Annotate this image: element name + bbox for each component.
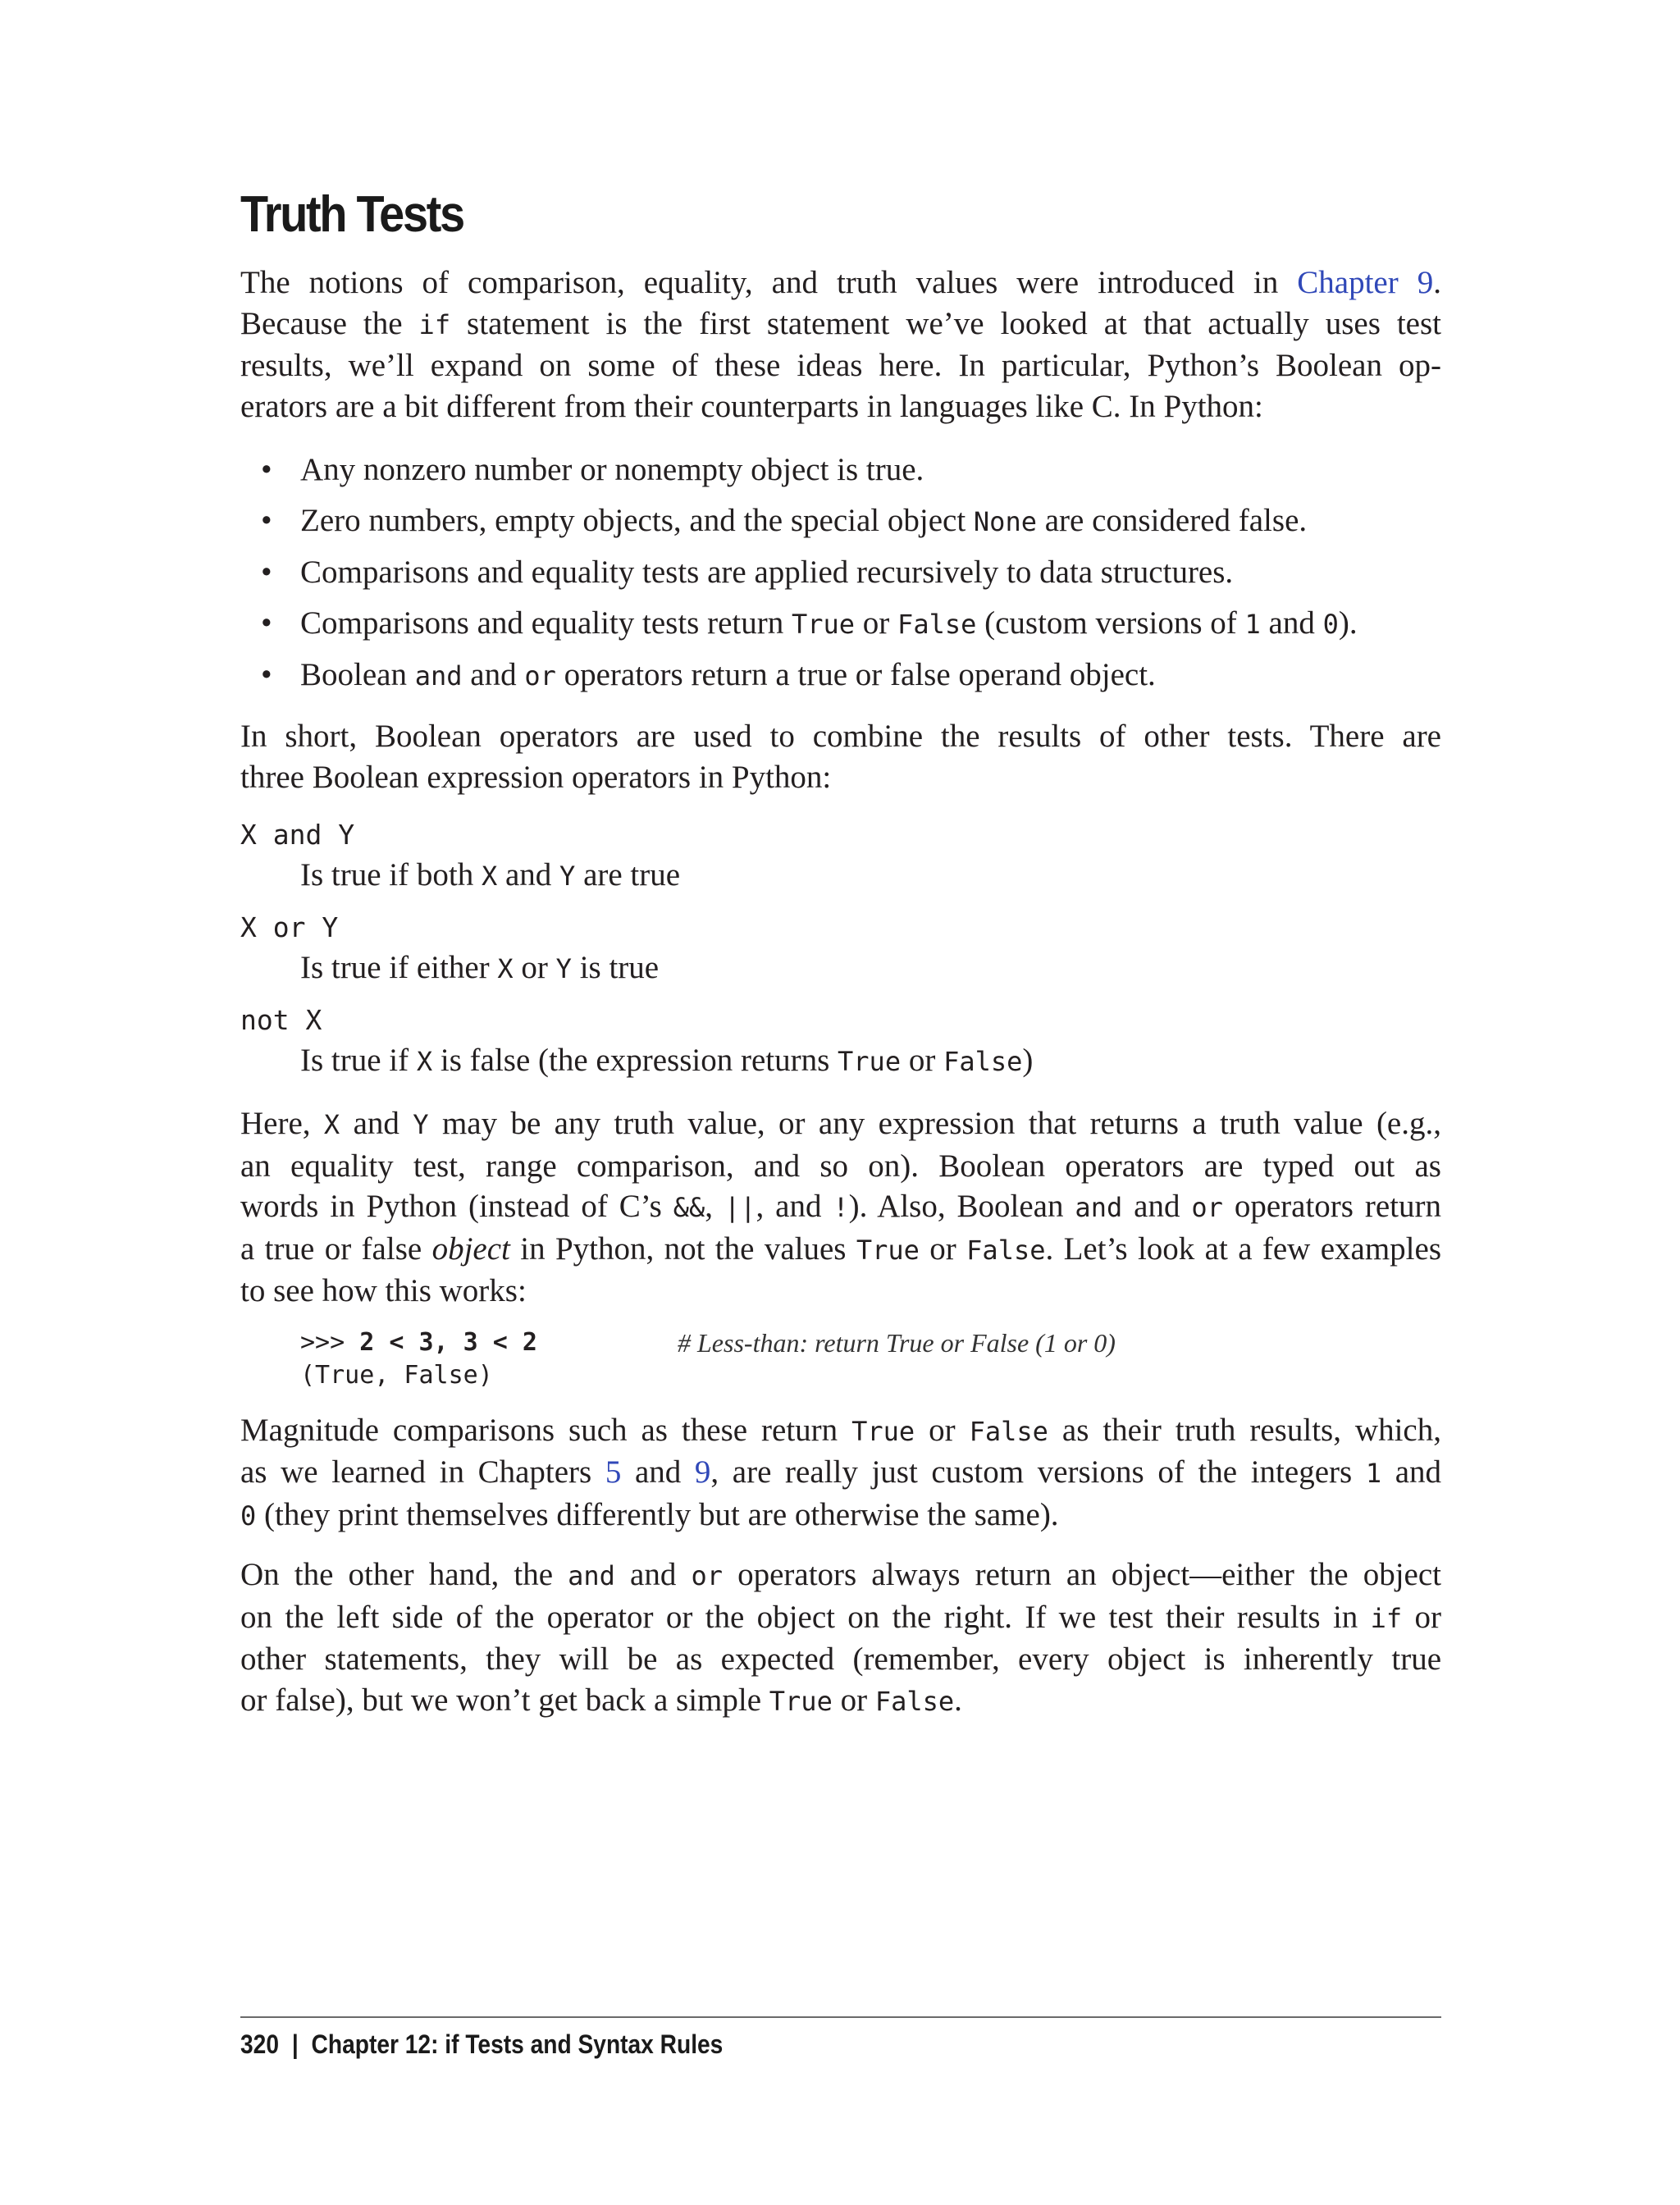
code: False [966, 1234, 1046, 1266]
bullet-icon: • [261, 657, 272, 692]
code: True [838, 1046, 902, 1077]
text: as we learned in Chapters [240, 1454, 605, 1490]
footer-divider [240, 2016, 1441, 2018]
text: (they print themselves differently but are otherwise the same). [256, 1496, 1059, 1532]
code-if: if [418, 308, 451, 340]
text: or [832, 1682, 875, 1718]
page-content [240, 182, 1441, 1722]
text: is true [571, 950, 660, 985]
code: ! [833, 1192, 849, 1223]
text: and [1122, 1189, 1192, 1224]
chapter-9-link[interactable]: Chapter 9 [1297, 265, 1434, 300]
list-item [240, 445, 1441, 495]
running-chapter-title: Chapter 12: if Tests and Syntax Rules [311, 2029, 724, 2059]
text: words in Python (instead of C’s [240, 1189, 673, 1224]
list-item [240, 547, 1441, 598]
operator-definitions [240, 815, 1441, 1082]
text: Is true if [300, 1043, 417, 1078]
definition-or [300, 947, 1441, 989]
text: a true or false [240, 1230, 432, 1267]
here-line: to see how this works: [240, 1273, 527, 1308]
chapter-5-link[interactable]: 5 [605, 1454, 622, 1490]
text: and [497, 857, 560, 892]
text: , [705, 1189, 724, 1224]
code: X [323, 1109, 340, 1140]
code: 0 [240, 1500, 257, 1532]
code: Y [555, 953, 572, 984]
text: or [513, 950, 556, 985]
text: Comparisons and equality tests return [300, 605, 792, 641]
text: in Python, not the values [509, 1230, 856, 1267]
code: X [481, 861, 498, 892]
code: False [897, 609, 977, 640]
otherhand-paragraph [240, 1554, 1441, 1722]
code-output-line: (True, False) [300, 1360, 493, 1390]
text: is false (the expression returns [432, 1043, 838, 1078]
otherhand-line: other statements, they will be as expected (remember, every object is inherently true [240, 1641, 1441, 1677]
footer-separator: | [291, 2029, 299, 2059]
text: Any nonzero number or nonempty object is true. [300, 452, 924, 487]
list-item [240, 650, 1441, 701]
magnitude-paragraph [240, 1410, 1441, 1537]
here-paragraph [240, 1103, 1441, 1312]
code: True [856, 1234, 920, 1266]
text: or [915, 1412, 970, 1448]
section-heading: Truth Tests [240, 186, 463, 243]
text: may be any truth value, or any expression that returns a truth value (e.g., [428, 1106, 1441, 1141]
prompt: >>> [300, 1327, 360, 1357]
text: Is true if either [300, 950, 498, 985]
text: and [340, 1106, 413, 1141]
code: Y [559, 861, 576, 892]
text: . [954, 1682, 962, 1718]
intro-paragraph [240, 262, 1441, 427]
code-none: None [973, 506, 1037, 537]
text: on the left side of the operator or the object on the right. If we test their results in [240, 1599, 1371, 1635]
code: True [769, 1685, 833, 1717]
text: or [901, 1043, 944, 1078]
text: statement is the first statement we’ve looked at that actually uses test [450, 305, 1442, 341]
text: or [855, 605, 898, 641]
list-item [240, 598, 1441, 650]
summary-paragraph [240, 716, 1441, 797]
code-comment: # Less-than: return True or False (1 or 0) [678, 1327, 1116, 1358]
code-input-line [300, 1326, 1441, 1359]
bullet-icon: • [261, 503, 272, 538]
intro-line: results, we’ll expand on some of these ideas here. In particular, Python’s Boolean op- [240, 348, 1441, 383]
definition-and [300, 855, 1441, 897]
code: and [1075, 1192, 1123, 1223]
text: , are really just custom versions of the integers [710, 1454, 1366, 1490]
code: Y [413, 1109, 429, 1140]
summary-line: three Boolean expression operators in Python: [240, 759, 832, 795]
text: ). Also, Boolean [848, 1189, 1075, 1224]
text: and [1260, 605, 1323, 641]
text: ). [1338, 605, 1358, 641]
otherhand-line [240, 1680, 1441, 1723]
here-line [240, 1229, 1441, 1271]
text: are considered false. [1036, 503, 1308, 538]
intro-line [240, 304, 1441, 346]
term-not: not X [240, 1004, 322, 1036]
text: Comparisons and equality tests are applied recursively to data structures. [300, 555, 1234, 590]
otherhand-line [240, 1554, 1441, 1597]
text: are true [575, 857, 681, 892]
code: if [1370, 1602, 1403, 1634]
term-and: X and Y [240, 819, 355, 851]
text: Because the [240, 305, 419, 341]
text: On the other hand, the [240, 1557, 568, 1592]
text: or false), but we won’t get back a simple [240, 1682, 769, 1718]
definition-not [300, 1040, 1441, 1082]
text: Magnitude comparisons such as these return [240, 1412, 852, 1448]
code: 1 [1365, 1458, 1382, 1489]
here-line [240, 1186, 1441, 1229]
text: . Let’s look at a few examples [1045, 1230, 1441, 1267]
page-number: 320 [240, 2029, 279, 2059]
code-example [300, 1326, 1441, 1392]
text: or [1402, 1599, 1441, 1635]
intro-line: erators are a bit different from their counterparts in languages like C. In Python: [240, 388, 1263, 424]
text: or [919, 1230, 967, 1267]
text: operators return [1222, 1189, 1442, 1224]
text: Zero numbers, empty objects, and the special object [300, 503, 974, 538]
otherhand-line [240, 1597, 1441, 1640]
emphasis: object [431, 1230, 510, 1267]
text: operators always return an object—either the object [722, 1557, 1442, 1592]
summary-line: In short, Boolean operators are used to combine the results of other tests. There are [240, 719, 1441, 754]
code: 1 [1244, 609, 1261, 640]
code: or [1191, 1192, 1223, 1223]
here-line [240, 1103, 1441, 1146]
text: . [1433, 265, 1441, 300]
bullet-icon: • [261, 452, 272, 487]
text: (custom versions of [976, 605, 1245, 641]
code: False [943, 1046, 1023, 1077]
code: or [691, 1560, 723, 1591]
code: False [874, 1685, 955, 1717]
text: The notions of comparison, equality, and truth values were introduced in [240, 265, 1298, 300]
text: Here, [240, 1106, 324, 1141]
term-or: X or Y [240, 911, 339, 943]
intro-line [240, 262, 1441, 304]
text: , and [756, 1189, 833, 1224]
code: and [414, 660, 463, 692]
code: && [673, 1192, 705, 1223]
magnitude-line [240, 1410, 1441, 1453]
magnitude-line [240, 1495, 1441, 1537]
text: and [621, 1454, 695, 1490]
truth-rules-list [240, 445, 1441, 701]
text: and [1381, 1454, 1442, 1490]
text: and [462, 657, 525, 692]
code-input: 2 < 3, 3 < 2 [359, 1327, 537, 1357]
here-line: an equality test, range comparison, and so on). Boolean operators are typed out as [240, 1148, 1441, 1184]
code: False [969, 1415, 1048, 1447]
text: as their truth results, which, [1048, 1412, 1441, 1448]
bullet-icon: • [261, 605, 272, 641]
text: ) [1022, 1043, 1034, 1078]
chapter-9-link[interactable]: 9 [694, 1454, 711, 1490]
code: X [497, 953, 514, 984]
bullet-icon: • [261, 555, 272, 590]
code: || [724, 1192, 756, 1223]
code: and [568, 1560, 615, 1591]
text: and [614, 1557, 692, 1592]
code: or [524, 660, 556, 692]
code: 0 [1322, 609, 1339, 640]
text: operators return a true or false operand object. [555, 657, 1156, 692]
code: True [851, 1415, 915, 1447]
magnitude-line [240, 1452, 1441, 1495]
text: Is true if both [300, 857, 482, 892]
page-footer [240, 2029, 723, 2060]
list-item [240, 495, 1441, 547]
text: Boolean [300, 657, 415, 692]
code: X [416, 1046, 433, 1077]
code: True [791, 609, 856, 640]
